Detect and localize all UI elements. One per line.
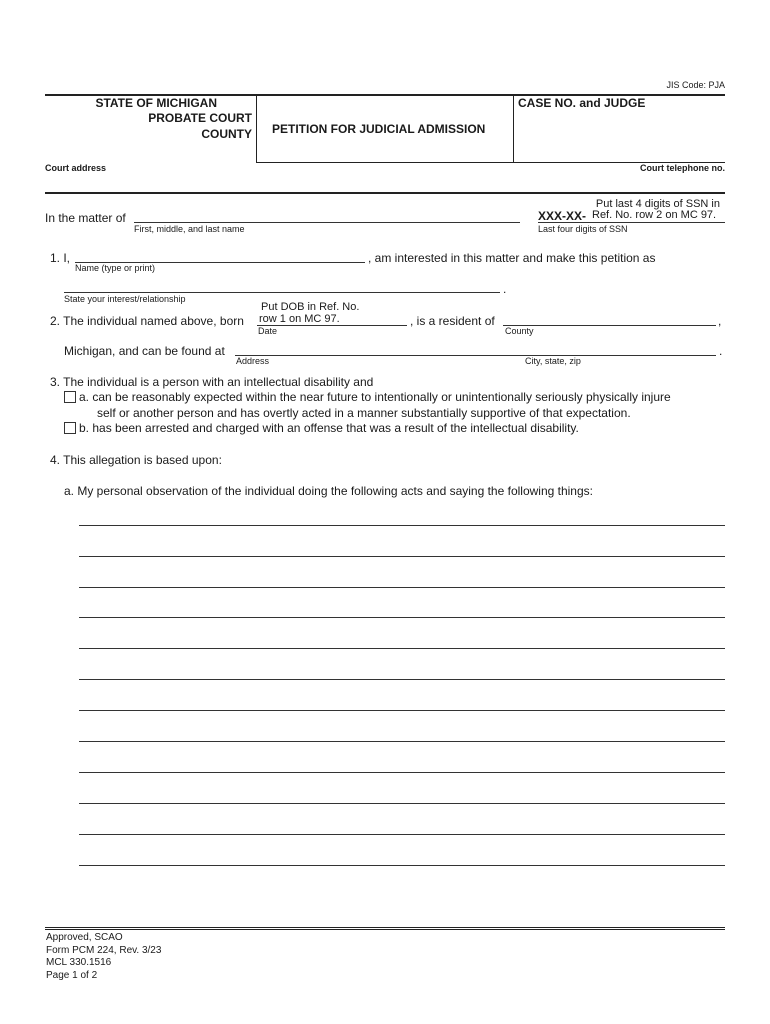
header-divider-right: [513, 95, 514, 163]
court-address-label: Court address: [45, 163, 107, 173]
observation-line[interactable]: [79, 865, 725, 866]
item3a-line1: a. can be reasonably expected within the near future to intentionally or unintentionally seriously physically injure: [79, 390, 671, 404]
footer-mcl: MCL 330.1516: [46, 957, 112, 968]
footer-rule: [45, 927, 725, 930]
item1-text: , am interested in this matter and make this petition as: [368, 251, 656, 265]
observation-line[interactable]: [79, 617, 725, 618]
dob-caption: Date: [258, 326, 278, 336]
observation-line[interactable]: [79, 556, 725, 557]
item1-prefix: 1. I,: [50, 251, 71, 265]
city-caption: City, state, zip: [525, 356, 581, 366]
address-period: .: [719, 344, 723, 358]
observation-line[interactable]: [79, 587, 725, 588]
footer-block: [46, 932, 161, 982]
ssn-note-line1: Put last 4 digits of SSN in: [595, 198, 720, 210]
dob-field[interactable]: [257, 325, 407, 326]
interest-field[interactable]: [64, 292, 500, 293]
item1-period: .: [503, 282, 507, 296]
item3b-checkbox[interactable]: [64, 422, 76, 434]
county-caption: County: [505, 326, 534, 336]
form-title: PETITION FOR JUDICIAL ADMISSION: [272, 122, 486, 136]
address-caption: Address: [236, 356, 270, 366]
court-label: PROBATE COURT: [148, 111, 252, 125]
county-field[interactable]: [503, 325, 716, 326]
matter-name-caption: First, middle, and last name: [134, 224, 245, 234]
item3-text: 3. The individual is a person with an intellectual disability and: [50, 375, 374, 389]
observation-line[interactable]: [79, 741, 725, 742]
petitioner-name-caption: Name (type or print): [75, 263, 156, 273]
item3a-line2: self or another person and has overtly acted in a manner substantially supportive of that expectation.: [97, 406, 631, 420]
court-address-rule: [45, 192, 725, 194]
ssn-note-line2: Ref. No. row 2 on MC 97.: [592, 209, 717, 221]
ssn-field[interactable]: [538, 222, 725, 223]
observation-line[interactable]: [79, 648, 725, 649]
observation-line[interactable]: [79, 525, 725, 526]
county-comma: ,: [718, 314, 722, 328]
footer-form-number: Form PCM 224, Rev. 3/23: [46, 944, 162, 956]
item4-text: 4. This allegation is based upon:: [50, 453, 222, 467]
found-at-text: Michigan, and can be found at: [64, 344, 225, 358]
state-label: STATE OF MICHIGAN: [95, 96, 217, 110]
observation-line[interactable]: [79, 834, 725, 835]
header-divider-left: [256, 95, 257, 163]
matter-label: In the matter of: [45, 211, 126, 225]
matter-name-field[interactable]: [134, 222, 520, 223]
footer-page: Page 1 of 2: [46, 969, 98, 981]
county-label: COUNTY: [201, 127, 252, 141]
footer-approved: Approved, SCAO: [46, 932, 123, 943]
observation-line[interactable]: [79, 710, 725, 711]
item4a-text: a. My personal observation of the individual doing the following acts and saying the following things:: [64, 484, 593, 498]
dob-note-line1: Put DOB in Ref. No.: [261, 301, 360, 313]
item2-text: 2. The individual named above, born: [50, 314, 244, 328]
observation-line[interactable]: [79, 772, 725, 773]
jis-code: JIS Code: PJA: [666, 80, 725, 90]
case-no-label: CASE NO. and JUDGE: [518, 96, 646, 110]
observation-line[interactable]: [79, 803, 725, 804]
ssn-prefix: XXX-XX-: [538, 209, 587, 223]
ssn-caption: Last four digits of SSN: [538, 224, 628, 234]
address-field[interactable]: [235, 355, 716, 356]
interest-caption: State your interest/relationship: [64, 294, 186, 304]
court-phone-label: Court telephone no.: [640, 163, 725, 173]
item3a-checkbox[interactable]: [64, 391, 76, 403]
observation-line[interactable]: [79, 679, 725, 680]
dob-note-line2: row 1 on MC 97.: [259, 313, 340, 325]
resident-text: , is a resident of: [410, 314, 495, 328]
item3b-text: b. has been arrested and charged with an offense that was a result of the intellectual disability.: [79, 421, 579, 435]
